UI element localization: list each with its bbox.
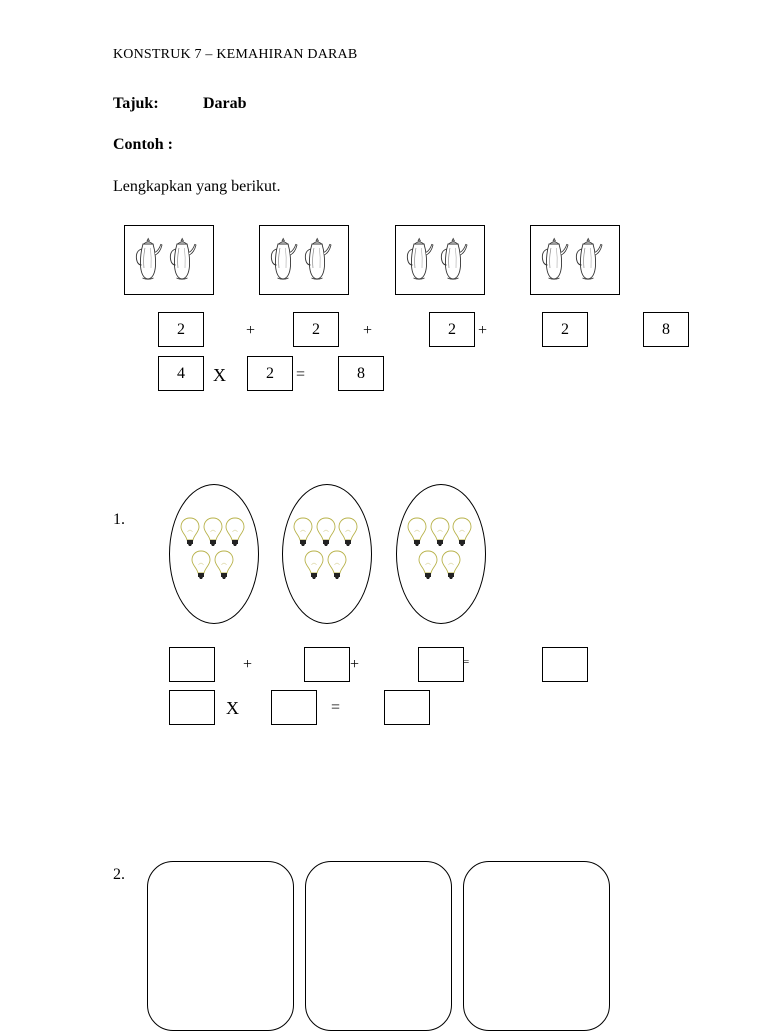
example-sum: 8 [643, 312, 689, 347]
question-1-addend-2[interactable] [304, 647, 350, 682]
question-1-group-1 [169, 484, 259, 624]
light-bulb-icon [283, 485, 371, 623]
plus-sign: + [478, 322, 488, 339]
plus-sign: + [246, 322, 256, 339]
question-1-product[interactable] [384, 690, 430, 725]
teapot-icon [531, 226, 619, 294]
instruction-text: Lengkapkan yang berikut. [113, 178, 281, 195]
teapot-icon [260, 226, 348, 294]
example-factor-2: 2 [247, 356, 293, 391]
question-1-group-2 [282, 484, 372, 624]
multiply-sign: X [226, 698, 239, 718]
question-2-number: 2. [113, 866, 125, 883]
title-label: Tajuk: [113, 95, 159, 112]
teapot-icon [125, 226, 213, 294]
question-2-box-2[interactable] [305, 861, 452, 1031]
example-addend-3: 2 [429, 312, 475, 347]
question-1-sum[interactable] [542, 647, 588, 682]
question-1-addend-3[interactable] [418, 647, 464, 682]
plus-sign: + [350, 656, 360, 673]
example-group-4 [530, 225, 620, 295]
question-1-group-3 [396, 484, 486, 624]
question-1-factor-2[interactable] [271, 690, 317, 725]
example-addend-2: 2 [293, 312, 339, 347]
question-2-box-3[interactable] [463, 861, 610, 1031]
multiply-sign: X [213, 365, 226, 385]
title-value: Darab [203, 95, 247, 112]
question-1-addend-1[interactable] [169, 647, 215, 682]
example-addend-4: 2 [542, 312, 588, 347]
worksheet-header: KONSTRUK 7 – KEMAHIRAN DARAB [113, 47, 358, 62]
example-addend-1: 2 [158, 312, 204, 347]
equals-sign: = [331, 699, 341, 716]
light-bulb-icon [397, 485, 485, 623]
question-1-factor-1[interactable] [169, 690, 215, 725]
equals-sign: = [296, 366, 306, 383]
equals-sign: = [463, 656, 470, 668]
light-bulb-icon [170, 485, 258, 623]
example-group-2 [259, 225, 349, 295]
example-group-1 [124, 225, 214, 295]
example-product: 8 [338, 356, 384, 391]
example-factor-1: 4 [158, 356, 204, 391]
plus-sign: + [243, 656, 253, 673]
example-label: Contoh : [113, 136, 174, 153]
question-1-number: 1. [113, 511, 125, 528]
example-group-3 [395, 225, 485, 295]
teapot-icon [396, 226, 484, 294]
plus-sign: + [363, 322, 373, 339]
question-2-box-1[interactable] [147, 861, 294, 1031]
